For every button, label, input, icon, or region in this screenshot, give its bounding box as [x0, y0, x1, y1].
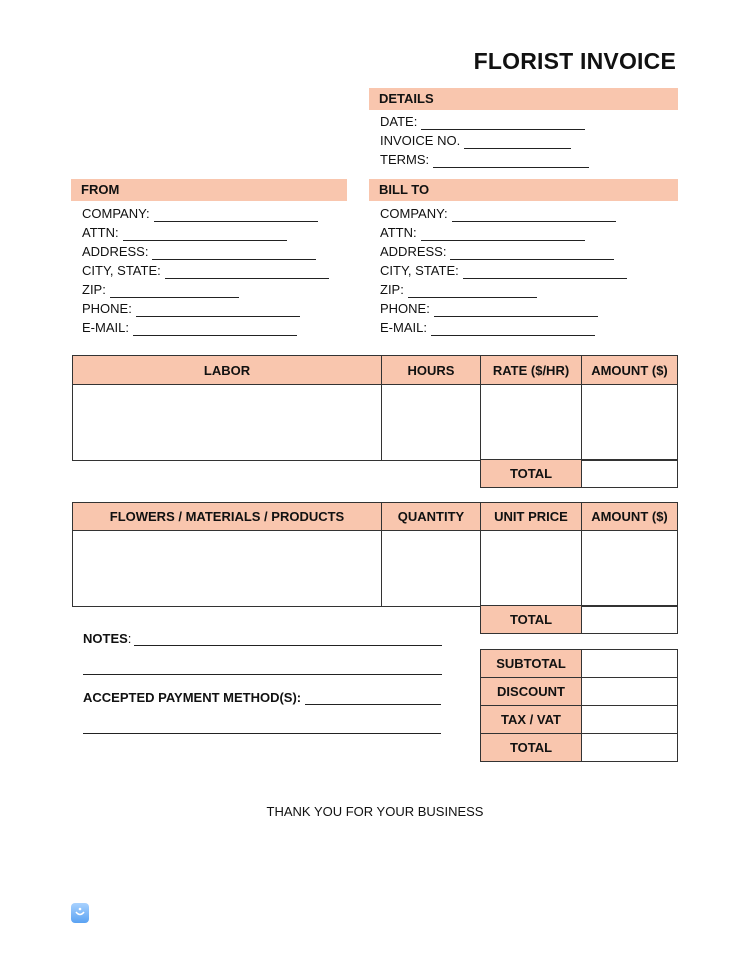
labor-total-label: TOTAL — [481, 460, 582, 488]
from-city-state-label: CITY, STATE: — [82, 263, 161, 278]
subtotal-value[interactable] — [582, 650, 678, 678]
bill-phone-label: PHONE: — [380, 301, 430, 316]
labor-header: LABOR — [73, 356, 382, 385]
notes-colon: : — [127, 631, 132, 646]
labor-description-cell[interactable] — [73, 385, 382, 461]
tax-vat-value[interactable] — [582, 706, 678, 734]
payment-line-2[interactable] — [83, 733, 441, 734]
materials-quantity-cell[interactable] — [382, 531, 481, 607]
grand-total-label: TOTAL — [481, 734, 582, 762]
labor-table — [72, 355, 678, 461]
labor-amount-cell[interactable] — [582, 385, 678, 461]
labor-rate-cell[interactable] — [481, 385, 582, 461]
materials-amount-cell[interactable] — [582, 531, 678, 607]
labor-hours-cell[interactable] — [382, 385, 481, 461]
payment-methods-label: ACCEPTED PAYMENT METHOD(S): — [83, 690, 302, 705]
payment-line-1[interactable] — [305, 704, 441, 705]
bill-attn-label: ATTN: — [380, 225, 417, 240]
from-company-label: COMPANY: — [82, 206, 150, 221]
invoice-title: FLORIST INVOICE — [473, 48, 676, 74]
date-label: DATE: — [380, 114, 418, 129]
materials-unit-price-cell[interactable] — [481, 531, 582, 607]
details-fields — [380, 111, 589, 168]
from-address-field[interactable] — [82, 241, 329, 260]
tax-vat-label: TAX / VAT — [481, 706, 582, 734]
bill-company-label: COMPANY: — [380, 206, 448, 221]
bill-company-field[interactable] — [380, 203, 627, 222]
rate-header: RATE ($/HR) — [481, 356, 582, 385]
invoice-number-label: INVOICE NO. — [380, 133, 461, 148]
notes-label: NOTES — [83, 631, 128, 646]
unit-price-header: UNIT PRICE — [481, 503, 582, 531]
discount-value[interactable] — [582, 678, 678, 706]
app-logo-icon — [71, 903, 89, 923]
grand-total-value[interactable] — [582, 734, 678, 762]
quantity-header: QUANTITY — [382, 503, 481, 531]
from-company-field[interactable] — [82, 203, 329, 222]
bill-email-label: E-MAIL: — [380, 320, 427, 335]
materials-table — [72, 502, 678, 607]
bill-zip-label: ZIP: — [380, 282, 404, 297]
summary-table — [480, 649, 678, 762]
bill-phone-field[interactable] — [380, 298, 627, 317]
bill-email-field[interactable] — [380, 317, 627, 336]
materials-total-table — [480, 605, 678, 634]
from-attn-field[interactable] — [82, 222, 329, 241]
terms-field[interactable] — [380, 149, 589, 168]
date-field[interactable] — [380, 111, 589, 130]
from-email-label: E-MAIL: — [82, 320, 129, 335]
notes-line-1[interactable] — [134, 645, 442, 646]
labor-total-value[interactable] — [582, 460, 678, 488]
materials-total-value[interactable] — [582, 606, 678, 634]
bill-address-label: ADDRESS: — [380, 244, 447, 259]
materials-total-label: TOTAL — [481, 606, 582, 634]
from-phone-field[interactable] — [82, 298, 329, 317]
subtotal-label: SUBTOTAL — [481, 650, 582, 678]
bill-address-field[interactable] — [380, 241, 627, 260]
from-email-field[interactable] — [82, 317, 329, 336]
from-city-state-field[interactable] — [82, 260, 329, 279]
bill-to-fields — [380, 203, 627, 336]
notes-label-wrap — [83, 631, 131, 646]
labor-total-table — [480, 459, 678, 488]
materials-header: FLOWERS / MATERIALS / PRODUCTS — [73, 503, 382, 531]
bill-zip-field[interactable] — [380, 279, 627, 298]
thank-you-message: THANK YOU FOR YOUR BUSINESS — [266, 804, 484, 819]
invoice-number-field[interactable] — [380, 130, 589, 149]
from-phone-label: PHONE: — [82, 301, 132, 316]
labor-amount-header: AMOUNT ($) — [582, 356, 678, 385]
logo-glyph — [71, 903, 89, 923]
bill-attn-field[interactable] — [380, 222, 627, 241]
from-fields — [82, 203, 329, 336]
from-address-label: ADDRESS: — [82, 244, 149, 259]
notes-line-2[interactable] — [83, 674, 442, 675]
materials-amount-header: AMOUNT ($) — [582, 503, 678, 531]
terms-label: TERMS: — [380, 152, 430, 167]
from-zip-label: ZIP: — [82, 282, 106, 297]
details-heading: DETAILS — [369, 88, 678, 110]
from-attn-label: ATTN: — [82, 225, 119, 240]
bill-city-state-label: CITY, STATE: — [380, 263, 459, 278]
hours-header: HOURS — [382, 356, 481, 385]
from-heading: FROM — [71, 179, 347, 201]
materials-description-cell[interactable] — [73, 531, 382, 607]
bill-to-heading: BILL TO — [369, 179, 678, 201]
from-zip-field[interactable] — [82, 279, 329, 298]
discount-label: DISCOUNT — [481, 678, 582, 706]
bill-city-state-field[interactable] — [380, 260, 627, 279]
